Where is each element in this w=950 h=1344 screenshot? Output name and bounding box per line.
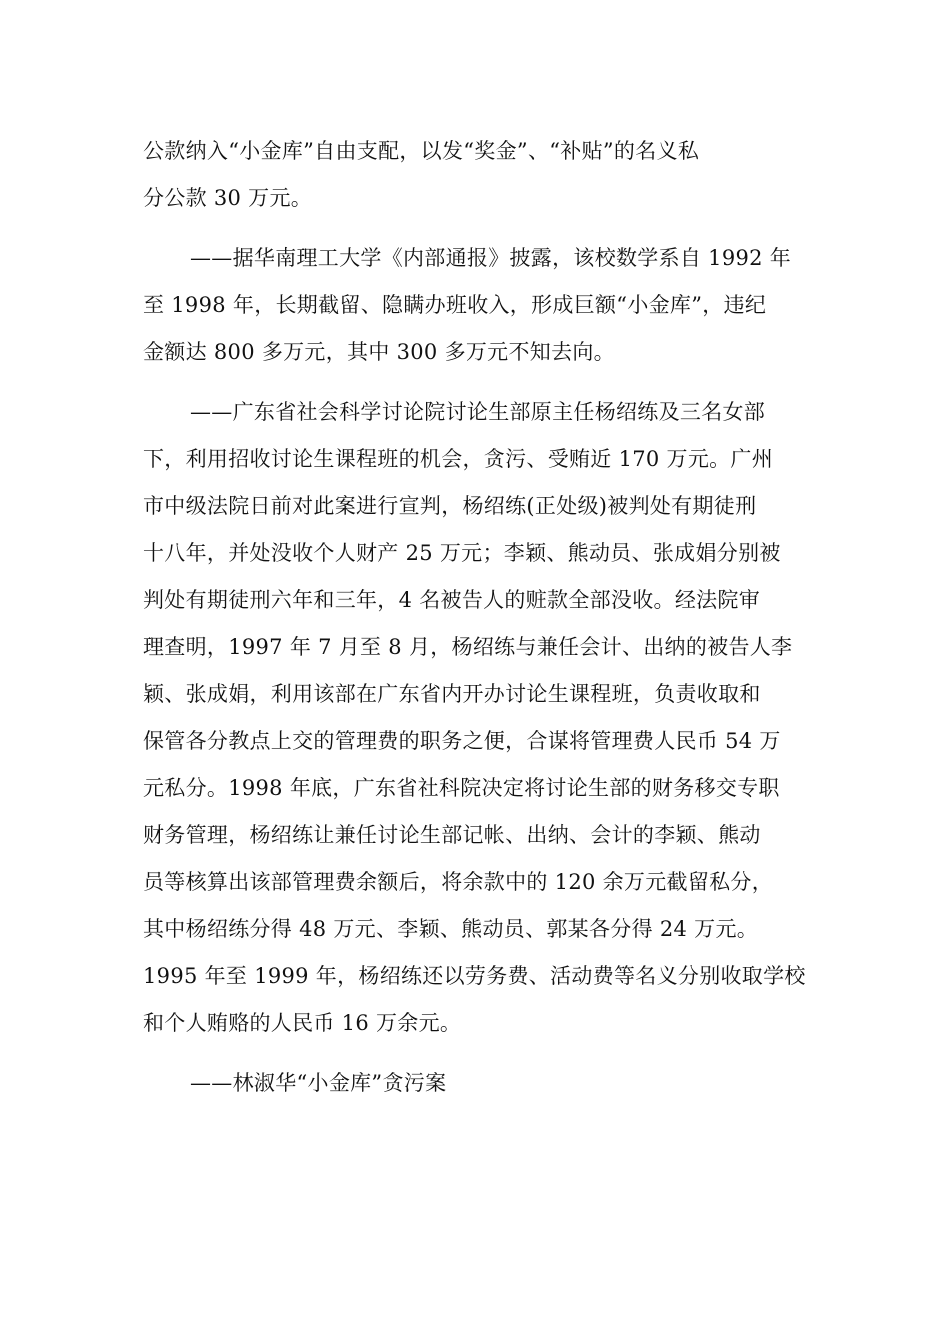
- text-line: 其中杨绍练分得 48 万元、李颖、熊动员、郭某各分得 24 万元。: [143, 917, 759, 941]
- text-line: 分公款 30 万元。: [143, 186, 313, 210]
- text-line: 公款纳入“小金库”自由支配，以发“奖金”、“补贴”的名义私: [143, 139, 700, 163]
- paragraph-start-line: ——广东省社会科学讨论院讨论生部原主任杨绍练及三名女部: [190, 400, 766, 424]
- text-line: 员等核算出该部管理费余额后，将余款中的 120 余万元截留私分，: [143, 870, 774, 894]
- paragraph-start-line: ——林淑华“小金库”贪污案: [190, 1071, 447, 1095]
- text-line: 市中级法院日前对此案进行宣判，杨绍练(正处级)被判处有期徒刑: [143, 494, 757, 518]
- text-line: 理查明，1997 年 7 月至 8 月，杨绍练与兼任会计、出纳的被告人李: [143, 635, 793, 659]
- text-line: 金额达 800 多万元，其中 300 多万元不知去向。: [143, 340, 615, 364]
- text-line: 颖、张成娟，利用该部在广东省内开办讨论生课程班，负责收取和: [143, 682, 761, 706]
- text-line: 和个人贿赂的人民币 16 万余元。: [143, 1011, 462, 1035]
- text-line: 下，利用招收讨论生课程班的机会，贪污、受贿近 170 万元。广州: [143, 447, 774, 471]
- paragraph-start-line: ——据华南理工大学《内部通报》披露，该校数学系自 1992 年: [190, 246, 792, 270]
- text-line: 1995 年至 1999 年，杨绍练还以劳务费、活动费等名义分别收取学校: [143, 964, 806, 988]
- text-line: 十八年，并处没收个人财产 25 万元；李颖、熊动员、张成娟分别被: [143, 541, 781, 565]
- text-line: 财务管理，杨绍练让兼任讨论生部记帐、出纳、会计的李颖、熊动: [143, 823, 761, 847]
- text-line: 判处有期徒刑六年和三年，4 名被告人的赃款全部没收。经法院审: [143, 588, 761, 612]
- text-line: 元私分。1998 年底，广东省社科院决定将讨论生部的财务移交专职: [143, 776, 780, 800]
- text-line: 保管各分教点上交的管理费的职务之便，合谋将管理费人民币 54 万: [143, 729, 781, 753]
- text-line: 至 1998 年，长期截留、隐瞒办班收入，形成巨额“小金库”，违纪: [143, 293, 767, 317]
- body-text: [143, 128, 811, 1107]
